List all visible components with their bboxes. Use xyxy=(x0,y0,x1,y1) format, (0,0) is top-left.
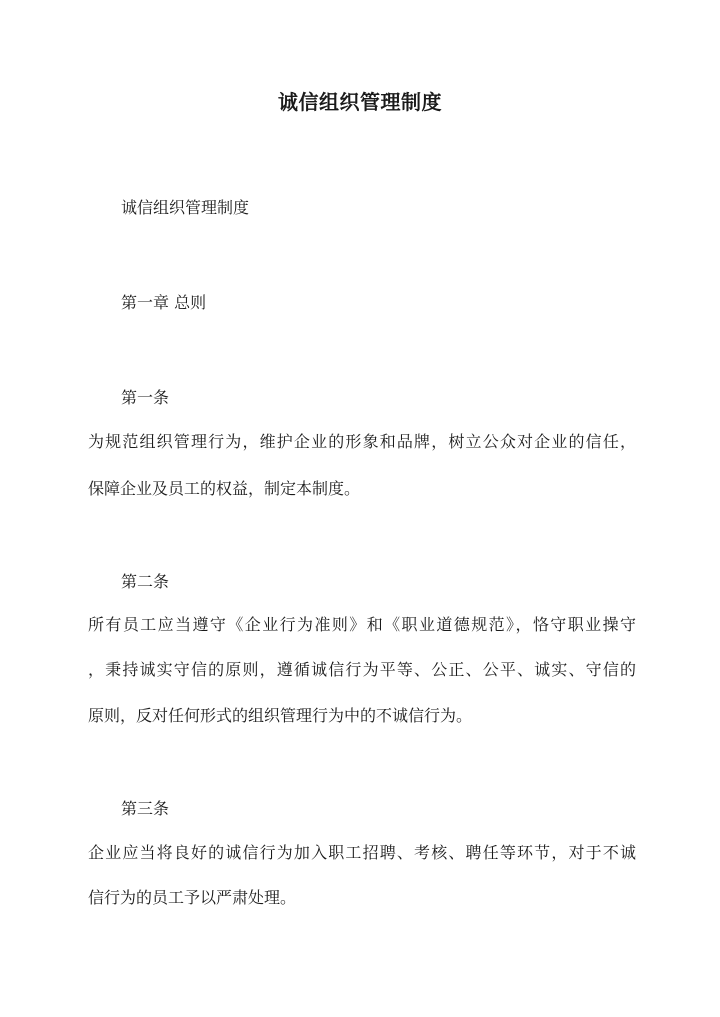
article-1-heading: 第一条 xyxy=(121,388,170,407)
article-2-line-2: ，秉持诚实守信的原则，遵循诚信行为平等、公正、公平、诚实、守信的 xyxy=(88,660,636,679)
document-subtitle: 诚信组织管理制度 xyxy=(121,198,250,217)
article-1-line-2: 保障企业及员工的权益，制定本制度。 xyxy=(88,479,361,498)
article-2-line-3: 原则，反对任何形式的组织管理行为中的不诚信行为。 xyxy=(88,706,473,725)
article-1-line-1: 为规范组织管理行为，维护企业的形象和品牌，树立公众对企业的信任， xyxy=(88,432,636,451)
article-2-heading: 第二条 xyxy=(121,572,170,591)
article-2-line-1: 所有员工应当遵守《企业行为准则》和《职业道德规范》，恪守职业操守 xyxy=(88,615,636,634)
article-3-line-1: 企业应当将良好的诚信行为加入职工招聘、考核、聘任等环节，对于不诚 xyxy=(88,843,636,862)
article-3-line-2: 信行为的员工予以严肃处理。 xyxy=(88,888,297,907)
article-3-heading: 第三条 xyxy=(121,799,170,818)
document-title: 诚信组织管理制度 xyxy=(278,90,442,114)
chapter-heading: 第一章 总则 xyxy=(121,293,207,312)
